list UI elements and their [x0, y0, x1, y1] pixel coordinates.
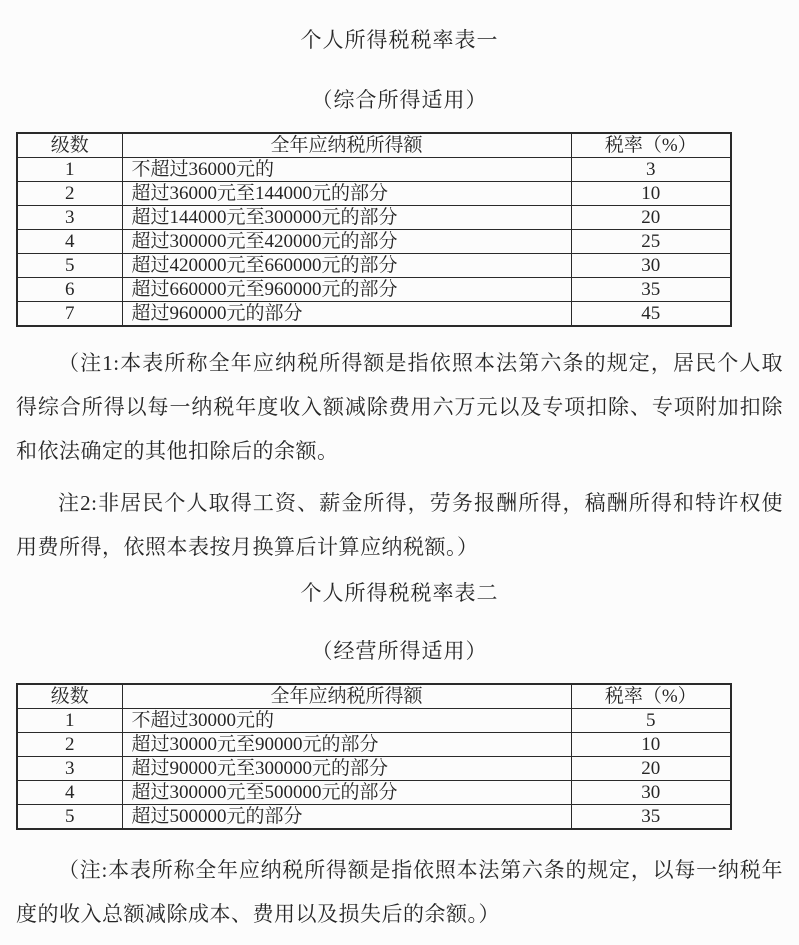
rate-cell: 3 [571, 158, 731, 182]
income-cell: 超过300000元至500000元的部分 [122, 781, 571, 805]
rate-cell: 20 [571, 757, 731, 781]
rate-column-header: 税率（%） [571, 684, 731, 709]
table-row [17, 733, 731, 757]
rate-cell: 30 [571, 781, 731, 805]
table1-note-2: 注2:非居民个人取得工资、薪金所得，劳务报酬所得，稿酬所得和特许权使用费所得，依照本表按月换算后计算应纳税额。） [16, 491, 783, 559]
level-column-header: 级数 [17, 133, 122, 158]
level-cell: 7 [17, 302, 122, 327]
income-cell: 超过500000元的部分 [122, 805, 571, 830]
tax-rate-table-2 [16, 683, 732, 830]
level-cell: 5 [17, 254, 122, 278]
level-cell: 6 [17, 278, 122, 302]
level-cell: 2 [17, 182, 122, 206]
income-cell: 不超过30000元的 [122, 709, 571, 733]
level-cell: 2 [17, 733, 122, 757]
table1-title: 个人所得税税率表一 [300, 28, 499, 52]
table-row [17, 278, 731, 302]
table-row [17, 302, 731, 327]
level-cell: 5 [17, 805, 122, 830]
table2-note: （注:本表所称全年应纳税所得额是指依照本法第六条的规定，以每一纳税年度的收入总额减除成本、费用以及损失后的余额。） [16, 858, 783, 926]
table-row [17, 805, 731, 830]
income-cell: 超过30000元至90000元的部分 [122, 733, 571, 757]
rate-cell: 10 [571, 182, 731, 206]
income-cell: 超过420000元至660000元的部分 [122, 254, 571, 278]
table1-subtitle: （综合所得适用） [311, 88, 488, 112]
income-cell: 超过960000元的部分 [122, 302, 571, 327]
tax-rate-table-1 [16, 132, 732, 327]
rate-cell: 10 [571, 733, 731, 757]
table-row [17, 230, 731, 254]
rate-cell: 35 [571, 805, 731, 830]
income-cell: 超过90000元至300000元的部分 [122, 757, 571, 781]
level-cell: 3 [17, 757, 122, 781]
rate-column-header: 税率（%） [571, 133, 731, 158]
table-row [17, 254, 731, 278]
table1-note-1: （注1:本表所称全年应纳税所得额是指依照本法第六条的规定，居民个人取得综合所得以每一纳税年度收入额减除费用六万元以及专项扣除、专项附加扣除和依法确定的其他扣除后的余额。 [16, 351, 783, 463]
rate-cell: 20 [571, 206, 731, 230]
income-cell: 不超过36000元的 [122, 158, 571, 182]
table-row [17, 709, 731, 733]
income-column-header: 全年应纳税所得额 [122, 133, 571, 158]
income-cell: 超过36000元至144000元的部分 [122, 182, 571, 206]
rate-cell: 5 [571, 709, 731, 733]
table-header-row [17, 684, 731, 709]
income-cell: 超过144000元至300000元的部分 [122, 206, 571, 230]
rate-cell: 30 [571, 254, 731, 278]
level-cell: 4 [17, 781, 122, 805]
income-column-header: 全年应纳税所得额 [122, 684, 571, 709]
level-cell: 1 [17, 158, 122, 182]
table2-subtitle: （经营所得适用） [311, 639, 488, 663]
table-row [17, 182, 731, 206]
table-row [17, 757, 731, 781]
level-column-header: 级数 [17, 684, 122, 709]
level-cell: 1 [17, 709, 122, 733]
level-cell: 4 [17, 230, 122, 254]
table-row [17, 781, 731, 805]
rate-cell: 25 [571, 230, 731, 254]
table-header-row [17, 133, 731, 158]
income-cell: 超过300000元至420000元的部分 [122, 230, 571, 254]
table-row [17, 158, 731, 182]
rate-cell: 35 [571, 278, 731, 302]
rate-cell: 45 [571, 302, 731, 327]
table-row [17, 206, 731, 230]
level-cell: 3 [17, 206, 122, 230]
income-cell: 超过660000元至960000元的部分 [122, 278, 571, 302]
table2-title: 个人所得税税率表二 [300, 581, 499, 605]
